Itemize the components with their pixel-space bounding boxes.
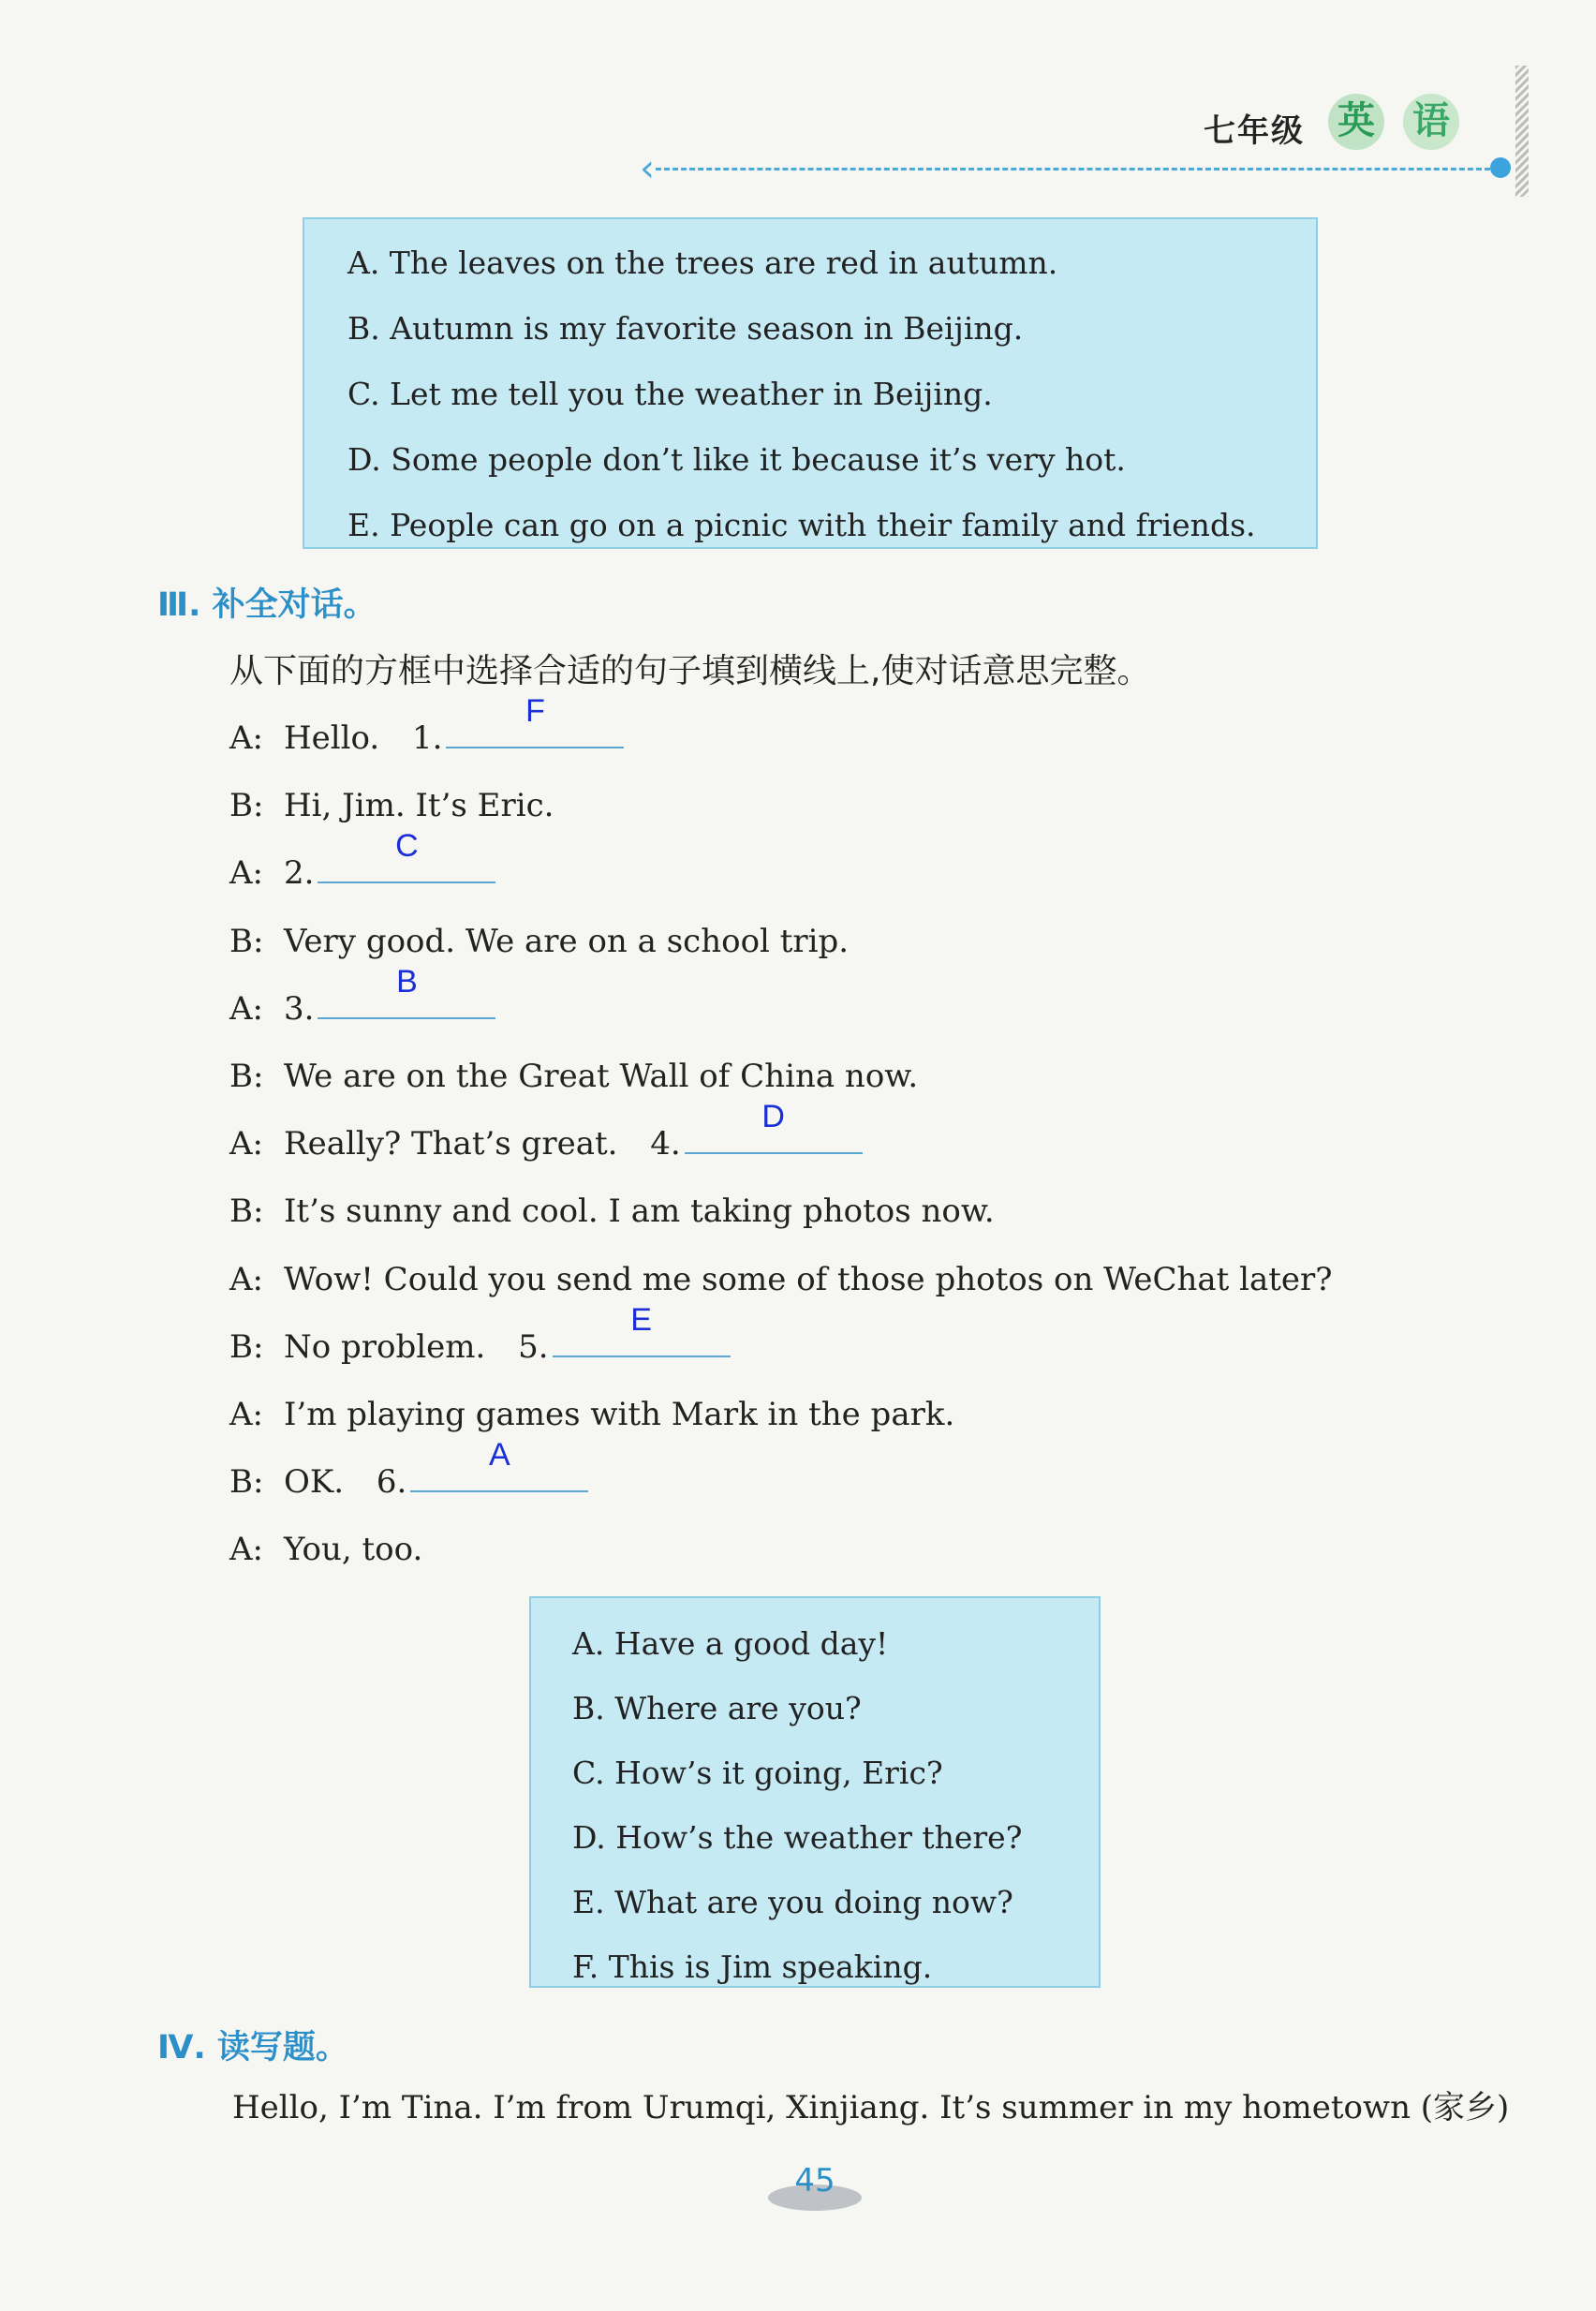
dialogue-line bbox=[229, 693, 1391, 772]
line-text: No problem. bbox=[284, 1327, 486, 1366]
section-3-instruction: 从下面的方框中选择合适的句子填到横线上,使对话意思完整。 bbox=[229, 652, 1151, 690]
dialogue-line bbox=[229, 1437, 1391, 1516]
speaker: A: bbox=[229, 1531, 264, 1569]
blank-number: 5. bbox=[518, 1327, 549, 1366]
dialogue-line bbox=[229, 1043, 1391, 1110]
page-edge-stripe bbox=[1515, 66, 1529, 197]
speaker: B: bbox=[229, 1193, 264, 1231]
line-text: You, too. bbox=[284, 1531, 423, 1569]
option-line: B. Where are you? bbox=[572, 1690, 862, 1726]
line-text: Hello. bbox=[284, 719, 380, 757]
header-divider bbox=[656, 168, 1499, 170]
speaker: A: bbox=[229, 1260, 264, 1298]
option-line: A. Have a good day! bbox=[572, 1625, 889, 1662]
line-text: Hi, Jim. It’s Eric. bbox=[284, 787, 554, 825]
line-text: Wow! Could you send me some of those photos on WeChat later? bbox=[284, 1260, 1333, 1298]
answer-blank[interactable] bbox=[553, 1301, 731, 1357]
blank-number: 1. bbox=[412, 719, 443, 757]
answer-blank[interactable] bbox=[318, 963, 495, 1019]
option-line: B. Autumn is my favorite season in Beijing. bbox=[347, 310, 1024, 347]
speaker: A: bbox=[229, 1395, 264, 1433]
answer-text: C bbox=[395, 828, 419, 865]
option-line: A. The leaves on the trees are red in autumn. bbox=[347, 244, 1058, 281]
line-text: I’m playing games with Mark in the park. bbox=[284, 1395, 955, 1433]
option-line: E. What are you doing now? bbox=[572, 1884, 1013, 1920]
speaker: B: bbox=[229, 1327, 264, 1366]
blank-number: 6. bbox=[376, 1463, 407, 1502]
page-number: 45 bbox=[794, 2162, 835, 2200]
speaker: A: bbox=[229, 854, 264, 893]
dialogue-line bbox=[229, 963, 1391, 1043]
option-line: D. Some people don’t like it because it’s very hot. bbox=[347, 441, 1126, 478]
speaker: B: bbox=[229, 1057, 264, 1095]
line-text: We are on the Great Wall of China now. bbox=[284, 1057, 919, 1095]
dialogue-line bbox=[229, 1516, 1391, 1583]
dialogue-line bbox=[229, 1178, 1391, 1245]
speaker: A: bbox=[229, 989, 264, 1028]
dialogue-line bbox=[229, 1099, 1391, 1178]
speaker: A: bbox=[229, 719, 264, 757]
reading-paragraph: Hello, I’m Tina. I’m from Urumqi, Xinjiang. It’s summer in my hometown (家乡) bbox=[232, 2089, 1510, 2126]
answer-blank[interactable] bbox=[318, 828, 495, 883]
speaker: B: bbox=[229, 1463, 264, 1502]
option-line: C. Let me tell you the weather in Beijing. bbox=[347, 376, 993, 412]
speaker: A: bbox=[229, 1125, 264, 1163]
grade-label: 七年级 bbox=[1204, 112, 1305, 150]
answer-text: B bbox=[396, 963, 418, 1000]
dialogue-line bbox=[229, 1301, 1391, 1381]
section-3-title: Ⅲ. 补全对话。 bbox=[157, 586, 377, 624]
dialogue bbox=[229, 693, 1391, 1583]
answer-blank[interactable] bbox=[446, 693, 624, 748]
dialogue-options-box bbox=[529, 1596, 1101, 1988]
top-options-box bbox=[303, 217, 1318, 549]
option-line: F. This is Jim speaking. bbox=[572, 1948, 933, 1985]
answer-blank[interactable] bbox=[685, 1099, 863, 1154]
dialogue-line bbox=[229, 1246, 1391, 1313]
answer-text: F bbox=[525, 693, 545, 729]
section-4-title: Ⅳ. 读写题。 bbox=[157, 2029, 348, 2067]
dot-icon bbox=[1490, 157, 1511, 178]
answer-text: D bbox=[761, 1099, 785, 1135]
option-line: E. People can go on a picnic with their family and friends. bbox=[347, 507, 1256, 543]
subject-char-1: 英 bbox=[1328, 94, 1384, 150]
line-text: Really? That’s great. bbox=[284, 1125, 618, 1163]
option-line: D. How’s the weather there? bbox=[572, 1819, 1023, 1856]
line-text: It’s sunny and cool. I am taking photos now. bbox=[284, 1193, 995, 1231]
answer-text: E bbox=[630, 1301, 652, 1338]
answer-blank[interactable] bbox=[410, 1437, 588, 1492]
option-line: C. How’s it going, Eric? bbox=[572, 1755, 943, 1791]
answer-text: A bbox=[489, 1437, 510, 1474]
blank-number: 2. bbox=[284, 854, 315, 893]
line-text: Very good. We are on a school trip. bbox=[284, 922, 850, 960]
line-text: OK. bbox=[284, 1463, 345, 1502]
blank-number: 4. bbox=[650, 1125, 681, 1163]
speaker: B: bbox=[229, 922, 264, 960]
dialogue-line bbox=[229, 1381, 1391, 1448]
blank-number: 3. bbox=[284, 989, 315, 1028]
dialogue-line bbox=[229, 828, 1391, 907]
left-arrow-icon: ‹ bbox=[640, 147, 655, 190]
subject-char-2: 语 bbox=[1403, 94, 1459, 150]
speaker: B: bbox=[229, 787, 264, 825]
